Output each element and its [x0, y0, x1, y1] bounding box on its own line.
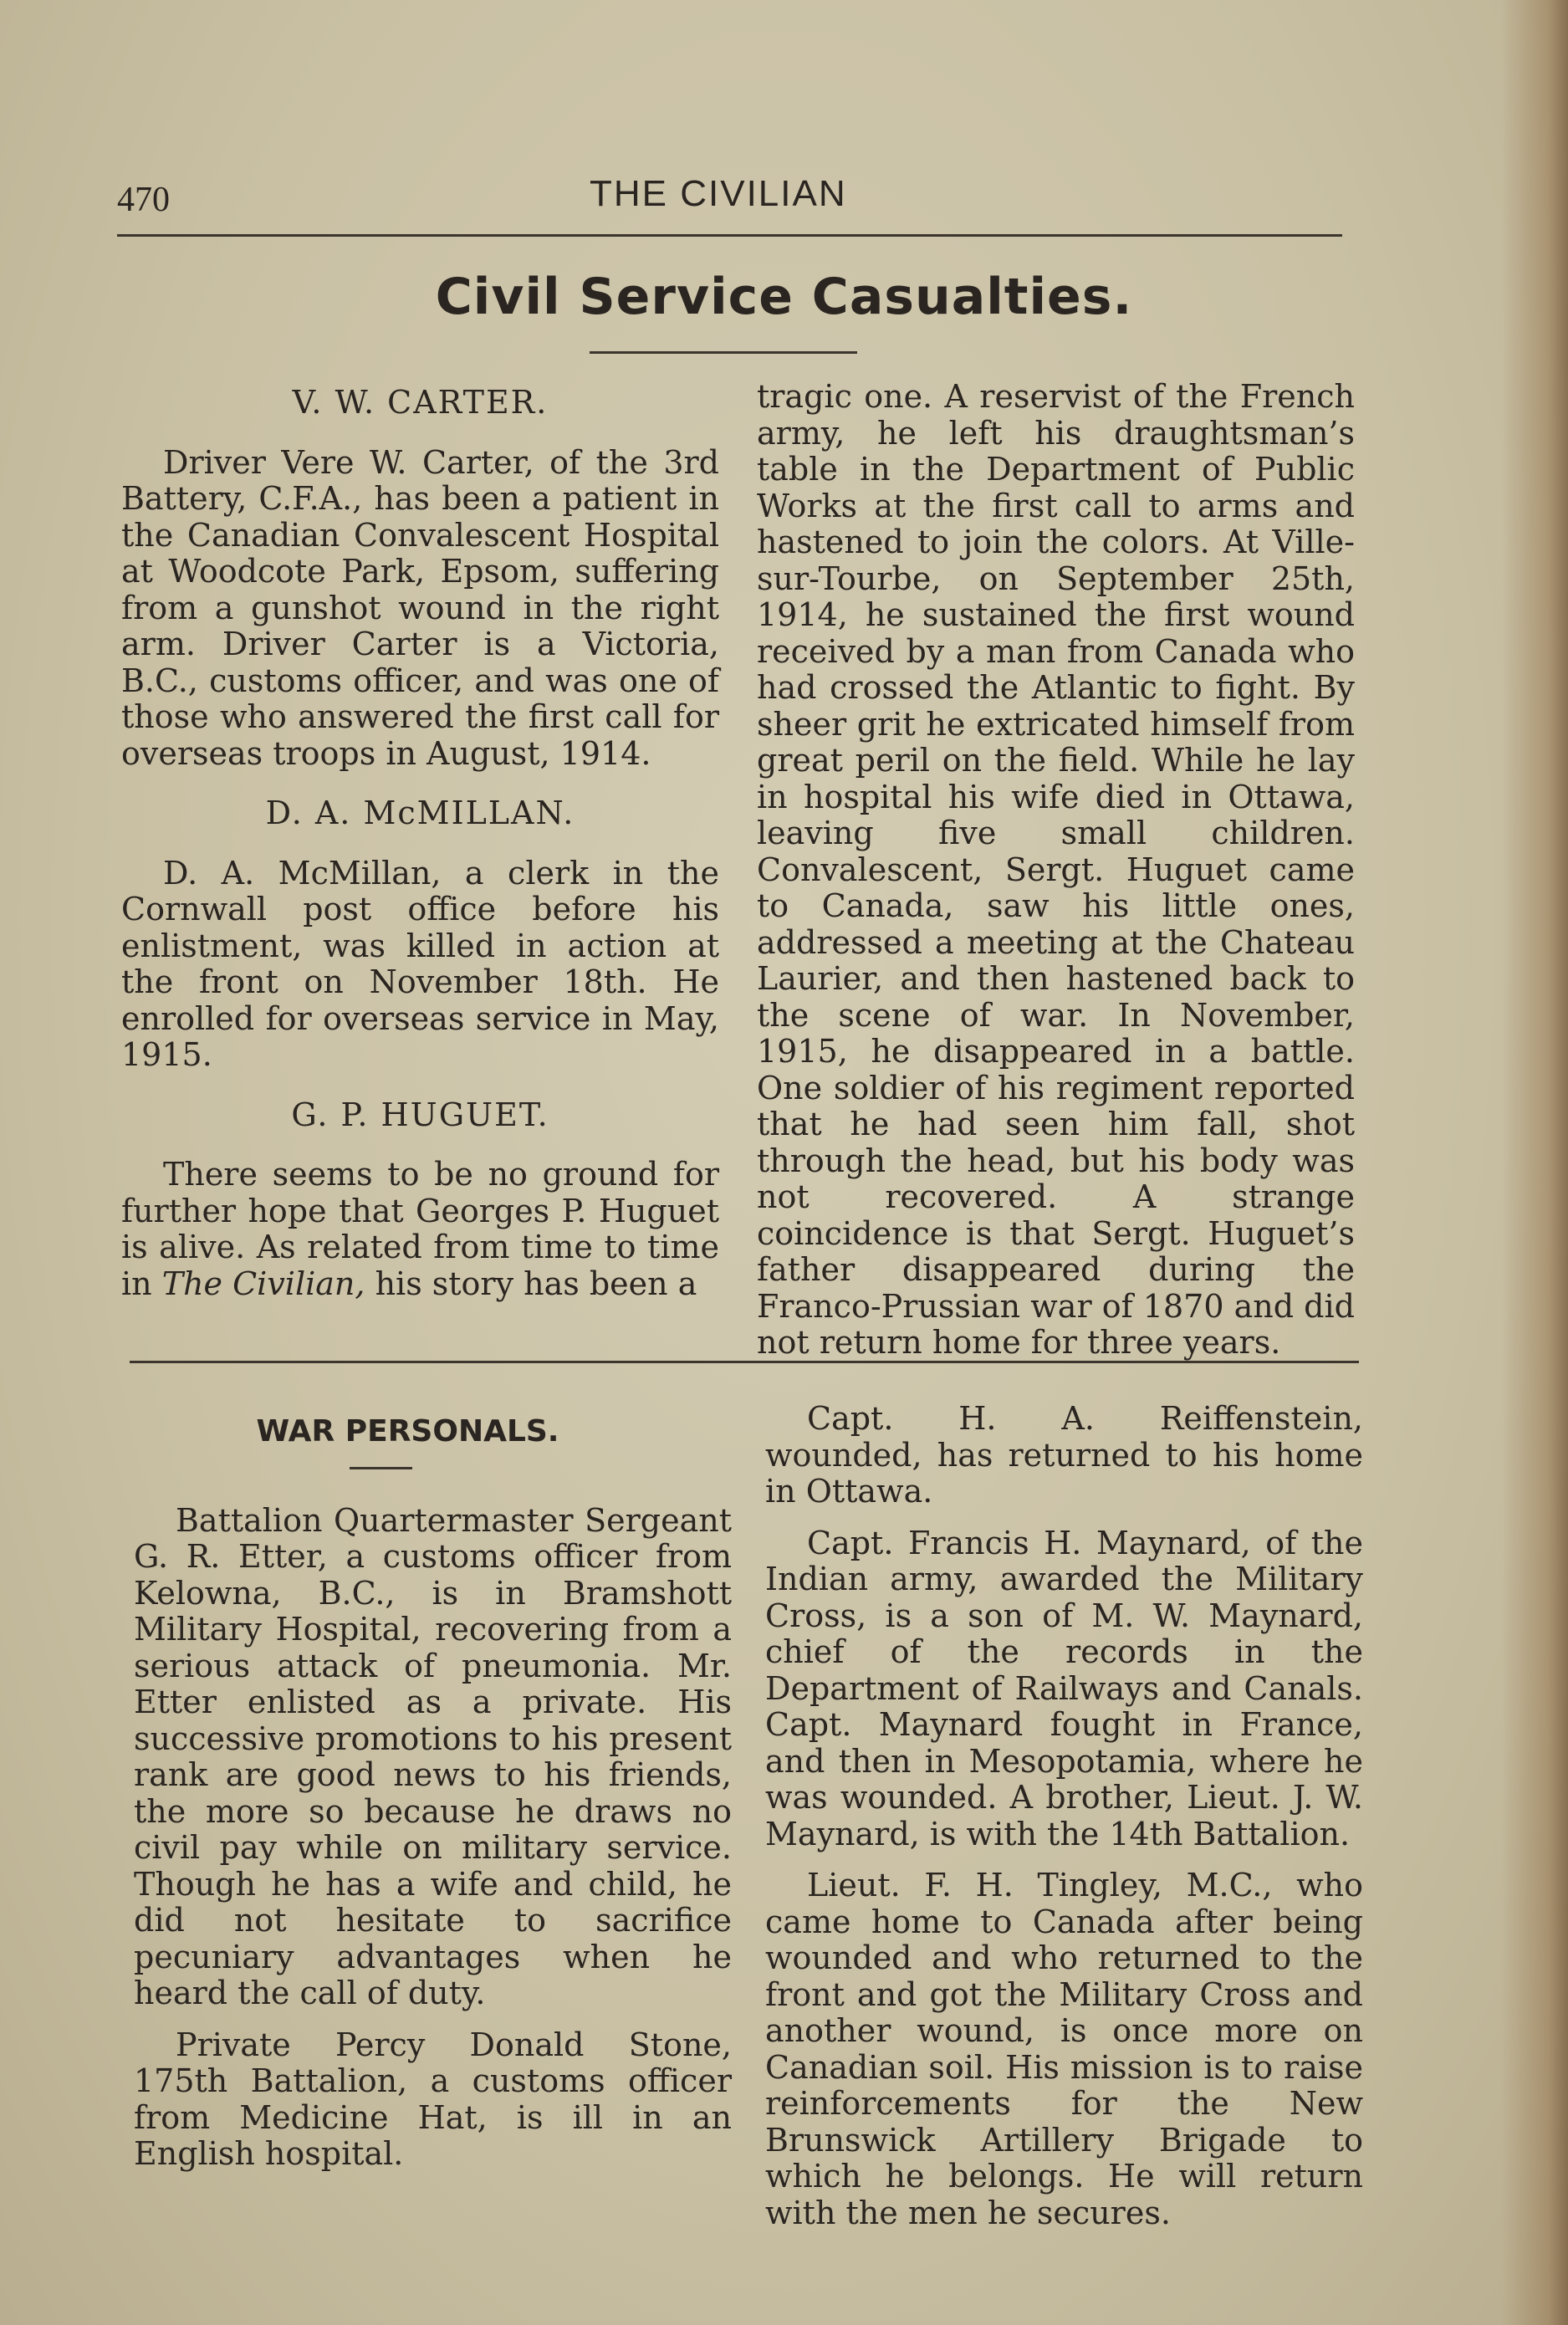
- casualties-column-right: [757, 379, 1355, 1362]
- casualties-column-left: [121, 385, 719, 1302]
- huguet-heading: G. P. HUGUET.: [291, 1096, 549, 1133]
- war-personals-column-left: [134, 1413, 732, 2173]
- page-header: [117, 171, 1338, 222]
- huguet-text-before-italic: There seems to be no ground for further hope that Georges P. Huguet is alive. As related from time to time in: [121, 1156, 719, 1302]
- page-number: 470: [117, 181, 170, 219]
- mcmillan-paragraph: D. A. McMillan, a clerk in the Cornwall post office before his enlistment, was killed in action at the front on November 18th. He enrolled for overseas service in May, 1915.: [121, 854, 719, 1073]
- carter-heading: V. W. CARTER.: [292, 384, 549, 421]
- personal-item: Capt. H. A. Reiffenstein, wounded, has returned to his home in Ottawa.: [765, 1400, 1363, 1510]
- publication-title-italic: The Civilian,: [161, 1265, 365, 1302]
- war-personals-column-right: [765, 1401, 1363, 2231]
- article-title: Civil Service Casualties.: [435, 268, 1133, 326]
- section-divider: [130, 1361, 1359, 1363]
- huguet-paragraph-continuation: tragic one. A reservist of the French army, he left his draughtsman’s table in the Department of Public Works at the first call to arms and hastened to join the colors. At Ville-sur-Tourbe, on September 25th, 1914, he sustained the first wound received by a man from Canada who had crossed the Atlantic to fight. By sheer grit he extricated himself from great peril on the field. While he lay in hospital his wife died in Ottawa, leaving five small children. Convalescent, Sergt. Huguet came to Canada, saw his little ones, addressed a meeting at the Chateau Laurier, and then hastened back to the scene of war. In November, 1915, he disappeared in a battle. One soldier of his regiment reported that he had seen him fall, shot through the head, but his body was not recovered. A strange coincidence is that Sergt. Huguet’s father disappeared during the Franco-Prussian war of 1870 and did not return home for three years.: [757, 378, 1355, 1361]
- war-personals-heading: WAR PERSONALS.: [256, 1414, 559, 1449]
- running-head: THE CIVILIAN: [590, 173, 847, 214]
- carter-paragraph: Driver Vere W. Carter, of the 3rd Battery, C.F.A., has been a patient in the Canadian Convalescent Hospital at Woodcote Park, Epsom, suffering from a gunshot wound in the right arm. Driver Carter is a Victoria, B.C., customs officer, and was one of those who answered the first call for overseas troops in August, 1914.: [121, 443, 719, 772]
- mcmillan-heading: D. A. McMILLAN.: [265, 795, 575, 831]
- personal-item: Capt. Francis H. Maynard, of the Indian army, awarded the Military Cross, is a son of M. W. Maynard, chief of the records in the Department of Railways and Canals. Capt. Maynard fought in France, and then in Mesopotamia, where he was wounded. A brother, Lieut. J. W. Maynard, is with the 14th Battalion.: [765, 1524, 1363, 1852]
- huguet-text-after-italic: his story has been a: [365, 1265, 697, 1302]
- personal-item: Battalion Quartermaster Sergeant G. R. Etter, a customs officer from Kelowna, B.C., is in Bramshott Military Hospital, recovering from a serious attack of pneumonia. Mr. Etter enlisted as a private. His successive promotions to his present rank are good news to his friends, the more so because he draws no civil pay while on military service. Though he has a wife and child, he did not hesitate to sacrifice pecuniary advantages when he heard the call of duty.: [134, 1501, 732, 2011]
- page-edge-shading: [1501, 0, 1568, 2325]
- personal-item: Lieut. F. H. Tingley, M.C., who came home to Canada after being wounded and who returned to the front and got the Military Cross and another wound, is once more on Canadian soil. His mission is to raise reinforcements for the New Brunswick Artillery Brigade to which he belongs. He will return with the men he secures.: [765, 1867, 1363, 2231]
- header-rule: [117, 234, 1342, 237]
- title-rule: [590, 351, 857, 354]
- huguet-paragraph-start: [121, 1157, 719, 1302]
- personal-item: Private Percy Donald Stone, 175th Battalion, a customs officer from Medicine Hat, is ill in an English hospital.: [134, 2026, 732, 2172]
- war-personals-rule: [350, 1467, 412, 1469]
